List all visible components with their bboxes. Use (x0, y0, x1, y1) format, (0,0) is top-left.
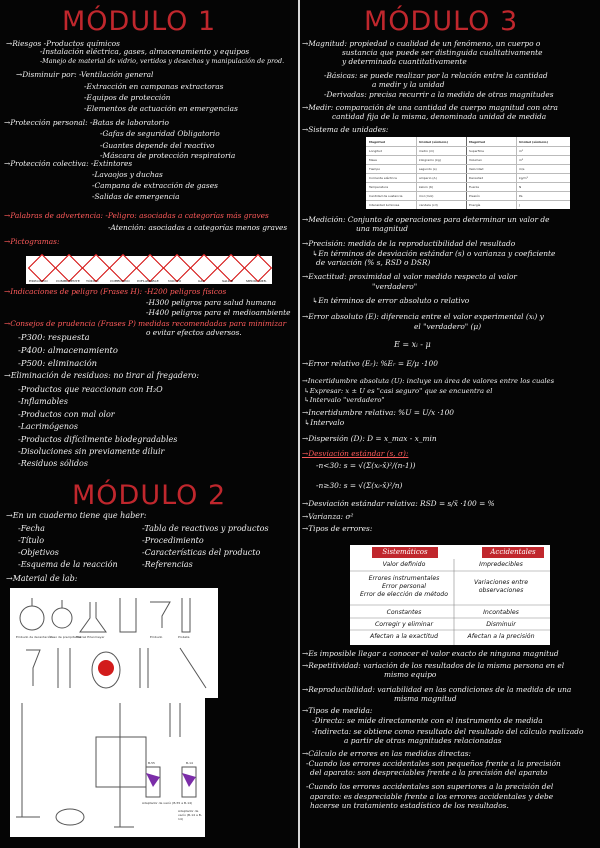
m1-line: →Riesgos -Productos químicos (6, 39, 120, 48)
m1-line: -Guantes depende del reactivo (100, 141, 215, 150)
table-cell: Tiempo (369, 167, 381, 171)
table-cell: mol (mol) (419, 194, 434, 198)
table-header: Unidad (símbolo) (419, 140, 448, 144)
explosive-icon (28, 254, 56, 282)
m3-line: -Cuando los errores accidentales son superiores a la precisión del (306, 782, 554, 791)
module1-title: MÓDULO 1 (62, 6, 217, 37)
m3-line: "verdadero" (372, 282, 418, 291)
m1-line: -Productos que reaccionan con H₂O (18, 385, 163, 394)
table-cell: J (519, 203, 520, 207)
errors-table-cell: Afectan a la precisión (467, 633, 535, 640)
m3-line: -Indirecta: se obtiene como resultado del resultado del cálculo realizado (312, 727, 584, 736)
m1-line: →Consejos de prudencia (Frases P) medidas recomendadas para minimizar (4, 319, 287, 328)
m1-line: -Inflamables (18, 397, 68, 406)
lab-label: B-14 (186, 761, 193, 765)
m2-line: -Fecha (18, 524, 45, 533)
m1-line: -Lacrimógenos (18, 422, 78, 431)
m1-line: -H400 peligros para el medioambiente (146, 308, 291, 317)
oxidizer-icon (55, 254, 83, 282)
picto-label: EXPLOSIVO (29, 279, 48, 283)
m2-line: -Características del producto (142, 548, 261, 557)
table-header: Unidad (símbolo) (519, 140, 548, 144)
m3-line: →Precisión: medida de la reproductibilidad del resultado (302, 239, 516, 248)
errors-table (350, 545, 550, 645)
m3-line: →Cálculo de errores en las medidas directas: (302, 749, 472, 758)
m2-line: -Procedimiento (142, 536, 204, 545)
units-table-image (366, 137, 570, 209)
errors-table-cell: Disminuir (486, 621, 516, 628)
m3-line: →Magnitud: propiedad o cualidad de un fenómeno, un cuerpo o (302, 39, 541, 48)
errors-table-cell: Errores instrumentales Error personal Error de elección de método (360, 575, 448, 598)
errors-table-cell: Valor definido (382, 561, 426, 568)
m3-line: →Medir: comparación de una cantidad de cuerpo magnitud con otra (302, 103, 558, 112)
m1-line: -Disoluciones sin previamente diluir (18, 447, 165, 456)
m1-line: -Manejo de material de vidrio, vertidos y desechos y manipulación de prod. (40, 57, 285, 65)
lab-label: Embudo (150, 635, 163, 639)
table-cell: kg/m³ (519, 176, 528, 180)
errors-table-cell: Constantes (386, 609, 422, 616)
m3-line: ↳Expresar: x ± U es "casi seguro" que se encuentra el (304, 387, 493, 395)
m3-line: →Repetitividad: variación de los resultados de la misma persona en el (302, 661, 565, 670)
m1-line: →Disminuir por: -Ventilación general (16, 70, 154, 79)
m2-line: -Objetivos (18, 548, 59, 557)
table-cell: m³ (519, 158, 524, 162)
m1-line: -Atención: asociadas a categorías menos graves (108, 223, 288, 232)
m1-line: -Lavaojos y duchas (92, 170, 163, 179)
m2-line: -Tabla de reactivos y productos (142, 524, 269, 533)
m1-line: →Palabras de advertencia: -Peligro: asociadas a categorías más graves (4, 211, 269, 220)
table-divider (366, 164, 570, 165)
m3-line: y determinada cuantitativamente (342, 57, 467, 66)
harmful-icon (163, 254, 191, 282)
toxic-icon (82, 254, 110, 282)
picto-label: INFLAMABLE (137, 279, 159, 283)
m3-line: ↳En términos de desviación estándar (s) o varianza y coeficiente (312, 249, 556, 258)
lab-label: B-55 (148, 761, 155, 765)
left-column (0, 0, 296, 848)
table-cell: Volumen (469, 158, 483, 162)
health-hazard-icon (217, 254, 245, 282)
m3-line: el "verdadero" (μ) (414, 322, 482, 331)
m3-line: de variación (% s, RSD o DSR) (316, 258, 431, 267)
m1-line: →Pictogramas: (4, 237, 60, 246)
m3-line: sustancia que puede ser distinguida cualitativamente (342, 48, 543, 57)
lab-label: Adaptador de vacío (B-55 a B-14) (142, 801, 193, 805)
m3-line: →Error relativo (Eᵣ): %Eᵣ = E/μ ·100 (302, 359, 438, 368)
m1-line: -Productos con mal olor (18, 410, 115, 419)
m3-line: a medir y la unidad (372, 80, 445, 89)
m3-line: misma magnitud (394, 694, 457, 703)
m2-line: -Título (18, 536, 45, 545)
errors-table-cell: Afectan a la exactitud (369, 633, 439, 640)
table-cell: candela (cd) (419, 203, 438, 207)
m3-line: -n≥30: s = √(Σ(xᵢ-x̄)²/n) (316, 481, 403, 490)
errors-table-header: Sistemáticos (372, 547, 438, 558)
m3-line: ↳Intervalo "verdadero" (304, 396, 385, 404)
m3-line: →Incertidumbre absoluta (U): incluye un área de valores entre los cuales (302, 377, 555, 385)
lab-label: Adaptador de vacío (B-14 a B-14) (178, 809, 202, 821)
m1-line: -P400: almacenamiento (18, 345, 118, 355)
table-cell: Intensidad luminosa (369, 203, 400, 207)
table-divider (366, 182, 570, 183)
picto-label: NOCIVO (168, 279, 182, 283)
table-cell: Energía (469, 203, 481, 207)
m3-line: ↳Intervalo (304, 418, 345, 427)
glassware-drawing (10, 588, 218, 698)
table-cell: Fuerza (469, 185, 479, 189)
picto-label: SALUD (222, 279, 233, 283)
errors-table-cell: Corregir y eliminar (374, 621, 434, 628)
m1-line: →Protección colectiva: -Extintores (4, 159, 133, 168)
lab-apparatus-drawing (10, 697, 205, 837)
picto-label: CORROSIVO (110, 279, 130, 283)
m3-line: →Medición: Conjunto de operaciones para determinar un valor de (302, 215, 550, 224)
m1-line: -Equipos de protección (84, 93, 171, 102)
m1-line: →Protección personal: -Batas de laboratorio (4, 118, 169, 127)
m2-line: →Material de lab: (6, 574, 78, 583)
m3-line: aparato: es despreciable frente a los errores accidentales y debe (310, 792, 554, 801)
m2-line: -Esquema de la reacción (18, 560, 118, 569)
table-cell: kilogramo (kg) (419, 158, 441, 162)
m3-line: ↳En términos de error absoluto o relativo (312, 296, 470, 305)
table-cell: metro (m) (419, 149, 435, 153)
m1-line: -H300 peligros para salud humana (146, 298, 277, 307)
m3-line: →Es imposible llegar a conocer el valor exacto de ninguna magnitud (302, 649, 559, 658)
table-cell: Presión (469, 194, 480, 198)
table-cell: Masa (369, 158, 377, 162)
table-cell: segundo (s) (419, 167, 437, 171)
column-divider (298, 0, 300, 848)
m1-line: -Máscara de protección respiratoria (100, 151, 236, 160)
table-cell: Temperatura (369, 185, 389, 189)
m1-line: -Residuos sólidos (18, 459, 88, 468)
m3-line: -Derivadas: precisa recurrir a la medida de otras magnitudes (324, 90, 554, 99)
table-cell: Longitud (369, 149, 383, 153)
lab-label: Probeta (178, 635, 190, 639)
errors-table-cell: Incontables (483, 609, 519, 616)
m3-line: del aparato: son despreciables frente a la precisión del aparato (310, 768, 548, 777)
m3-line: hacerse un tratamiento estadístico de los resultados. (310, 801, 509, 810)
m3-line: -Básicas: se puede realizar por la relación entre la cantidad (324, 71, 548, 80)
m1-line: →Indicaciones de peligro (Frases H): -H200 peligros físicos (4, 287, 227, 296)
table-divider (366, 173, 570, 174)
table-divider (366, 155, 570, 156)
m1-line: -Extracción en campanas extractoras (84, 82, 224, 91)
m2-line: →En un cuaderno tiene que haber: (6, 511, 147, 520)
errors-table-grid (350, 545, 550, 645)
m3-line: →Varianza: σ² (302, 512, 354, 521)
m3-line: →Exactitud: proximidad al valor medido respecto al valor (302, 272, 517, 281)
m3-line: →Error absoluto (E): diferencia entre el valor experimental (xᵢ) y (302, 312, 544, 321)
m3-line: →Desviación estándar (s, σ): (302, 449, 409, 458)
table-cell: Cantidad de sustancia (369, 194, 403, 198)
m1-line: -Salidas de emergencia (92, 192, 180, 201)
m1-line: -Elementos de actuación en emergencias (84, 104, 238, 113)
environment-icon (244, 254, 272, 282)
pictograms-image (26, 256, 272, 284)
picto-label: TÓXICO (86, 279, 99, 283)
errors-table-cell: Variaciones entre observaciones (473, 579, 528, 594)
m1-line: -Productos difícilmente biodegradables (18, 435, 178, 444)
m3-line: →Desviación estándar relativa: RSD = s/x̄ ·100 = % (302, 499, 495, 508)
m3-line: mismo equipo (384, 670, 437, 679)
corrosive-icon (109, 254, 137, 282)
m2-line: -Referencias (142, 560, 193, 569)
gas-icon (190, 254, 218, 282)
lab-label: Embudo de decantación (16, 635, 53, 639)
right-column (302, 0, 600, 848)
picto-label: MEDIO AMB. (246, 279, 267, 283)
table-cell: m² (519, 149, 524, 153)
m3-line: una magnitud (356, 224, 409, 233)
m3-line: →Tipos de medida: (302, 706, 373, 715)
m3-line: →Sistema de unidades: (302, 125, 389, 134)
m1-line: -Instalación eléctrica, gases, almacenamiento y equipos (40, 47, 250, 56)
flammable-icon (136, 254, 164, 282)
m3-line: →Reproducibilidad: variabilidad en las condiciones de la medida de una (302, 685, 572, 694)
table-header: Magnitud (369, 140, 386, 144)
m3-line: →Tipos de errores: (302, 524, 373, 533)
table-cell: Densidad (469, 176, 484, 180)
m3-line: →Incertidumbre relativa: %U = U/x ·100 (302, 408, 455, 417)
table-cell: Superficie (469, 149, 485, 153)
errors-table-cell: Impredecibles (479, 561, 523, 568)
table-cell: Corriente eléctrica (369, 176, 397, 180)
table-cell: Pa (519, 194, 523, 198)
lab-label: Matraz Erlenmeyer (76, 635, 105, 639)
m3-line: -n<30: s = √(Σ(xᵢ-x̄)²/(n-1)) (316, 461, 416, 470)
lab-label: Vaso de precipitados (50, 635, 82, 639)
m3-line: E = xᵢ - μ (394, 340, 431, 349)
table-cell: amperio (A) (419, 176, 437, 180)
picto-label: COMBURENTE (56, 279, 80, 283)
table-cell: kelvin (K) (419, 185, 434, 189)
table-cell: N (519, 185, 522, 189)
m1-line: o evitar efectos adversos. (146, 328, 242, 337)
table-divider (366, 200, 570, 201)
module3-title: MÓDULO 3 (364, 6, 519, 37)
m3-line: -Directa: se mide directamente con el instrumento de medida (312, 716, 543, 725)
m1-line: -Gafas de seguridad Obligatorio (100, 129, 220, 138)
m3-line: -Cuando los errores accidentales son pequeños frente a la precisión (306, 759, 561, 768)
module2-title: MÓDULO 2 (72, 480, 227, 511)
table-header: Magnitud (469, 140, 486, 144)
table-divider (366, 146, 570, 147)
table-cell: Velocidad (469, 167, 484, 171)
table-divider (366, 191, 570, 192)
m3-line: cantidad fija de la misma, denominada unidad de medida (332, 112, 547, 121)
m3-line: →Dispersión (D): D = x_max - x_min (302, 434, 437, 443)
m1-line: -P300: respuesta (18, 332, 90, 342)
m1-line: -Campana de extracción de gases (92, 181, 218, 190)
m1-line: →Eliminación de residuos: no tirar al fregadero: (4, 371, 200, 380)
m1-line: -P500: eliminación (18, 358, 98, 368)
lab-material-image-top (10, 588, 218, 698)
table-cell: m/s (519, 167, 525, 171)
errors-table-header: Accidentales (482, 547, 544, 558)
picto-label: GAS (198, 279, 205, 283)
lab-material-image-bottom (10, 697, 205, 837)
m3-line: a partir de otras magnitudes relacionadas (344, 736, 502, 745)
